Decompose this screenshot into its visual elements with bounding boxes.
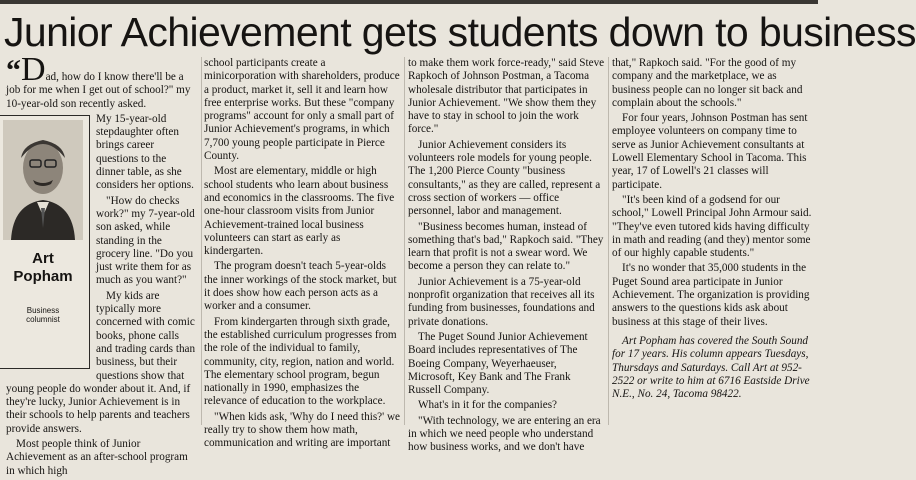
paragraph: school participants create a minicorporation with shareholders, produce a product, market it, sell it and learn how free enterprise works. But these "company programs" account for only a small part of Junior Achievement's programs, in which 7,700 young people participate in Pierce County.	[204, 57, 400, 163]
top-rule	[0, 0, 818, 4]
paragraph: Most people think of Junior Achievement as an after-school program in which high	[6, 438, 188, 477]
paragraph: The Puget Sound Junior Achievement Board includes representatives of The Boeing Company, Weyerhaeuser, Microsoft, Key Bank and The Frank Russell Company.	[408, 330, 588, 397]
paragraph: "How do checks work?" my 7-year-old son asked, while standing in the grocery line. "Do you just write them for as much as you want?"	[96, 194, 195, 287]
column-2	[204, 57, 400, 453]
columnist-name-first: Art	[32, 249, 54, 267]
column-4	[612, 57, 812, 403]
paragraph: "With technology, we are entering an era in which we need people who understand how business works, and we don't have	[408, 414, 601, 454]
paragraph: Junior Achievement considers its volunteers role models for young people. The 1,200 Pierce County "business consultants," as they are called, represent a cross section of workers — office personnel, labor and management.	[408, 138, 601, 218]
paragraph: My kids are typically more concerned with comic books, phone calls and trading cards than business, but their questions show that young people do wonder about it. And, if they're lucky, Junior Achievement is in their schools to help parents and teachers provide answers.	[6, 289, 196, 435]
paragraph: "Business becomes human, instead of something that's bad," Rapkoch said. "They learn that profit is not a swear word. We become a person they can relate to."	[408, 220, 604, 273]
paragraph: For four years, Johnson Postman has sent employee volunteers on company time to serve as Junior Achievement consultants at Lowell Elementary School in Tacoma. This year, 17 of Lowell's 21 classes will participate.	[612, 112, 808, 191]
column-1	[6, 51, 197, 480]
paragraph-text: My 15-year-old stepdaughter often brings career questions to the dinner table, as she considers her options.	[96, 112, 194, 192]
columnist-photo	[3, 120, 83, 240]
paragraph: From kindergarten through sixth grade, the established curriculum progresses from the role of the individual to family, community, city, region, nation and world. The elementary school program, begun nationally in 1990, emphasizes the relevance of education to the workplace.	[204, 315, 397, 408]
paragraph: It's no wonder that 35,000 students in the Puget Sound area participate in Junior Achievement. The organization is providing answers to the questions kids ask about business at this stage of their lives.	[612, 262, 810, 328]
column-3	[408, 57, 605, 457]
column-divider	[201, 57, 202, 425]
columnist-title: Business	[26, 305, 60, 315]
columnist-box	[0, 115, 90, 369]
paragraph: The program doesn't teach 5-year-olds the inner workings of the stock market, but it does show how each person acts as a worker and a consumer.	[204, 260, 397, 313]
column-divider	[608, 57, 609, 425]
column-divider	[404, 57, 405, 425]
opening-quote-mark: “	[6, 54, 21, 87]
columnist-title: columnist	[26, 314, 60, 324]
paragraph: Most are elementary, middle or high school students who learn about business and economics in the classrooms. The five one-hour classroom visits from Junior Achievement-trained local business volunteers can start as early as kindergarten.	[204, 165, 395, 258]
lead-text: ad, how do I know there'll be a job for me when I get out of school?" my 10-year-old son recently asked.	[6, 71, 191, 110]
paragraph: to make them work force-ready," said Steve Rapkoch of Johnson Postman, a Tacoma wholesale distributor that participates in Junior Achievement. "We show them they have to stay in school to join the work force."	[408, 57, 605, 136]
paragraph: "When kids ask, 'Why do I need this?' we really try to show them how math, communication and writing are important	[204, 410, 400, 450]
drop-cap: D	[21, 51, 46, 88]
paragraph: that," Rapkoch said. "For the good of my company and the marketplace, we as business people can no longer sit back and complain about the schools."	[612, 57, 803, 109]
author-tagline: Art Popham has covered the South Sound for 17 years. His column appears Tuesdays, Thursdays and Saturdays. Call Art at 952-2522 or write to him at 6716 Eastside Drive N.E., No. 24, Tacoma 98422.	[612, 334, 810, 401]
paragraph: What's in it for the companies?	[418, 399, 558, 412]
columnist-name-last: Popham	[13, 267, 73, 285]
lead-paragraph	[6, 51, 197, 111]
headline: Junior Achievement gets students down to business	[4, 9, 916, 55]
paragraph: "It's been kind of a godsend for our school," Lowell Principal John Armour said. "They've even tutored kids having difficulty in math and reading (and they) mentor some of our highly capable students."	[612, 193, 812, 260]
paragraph: Junior Achievement is a 75-year-old nonprofit organization that receives all its funding from businesses, foundations and private donations.	[408, 275, 595, 328]
